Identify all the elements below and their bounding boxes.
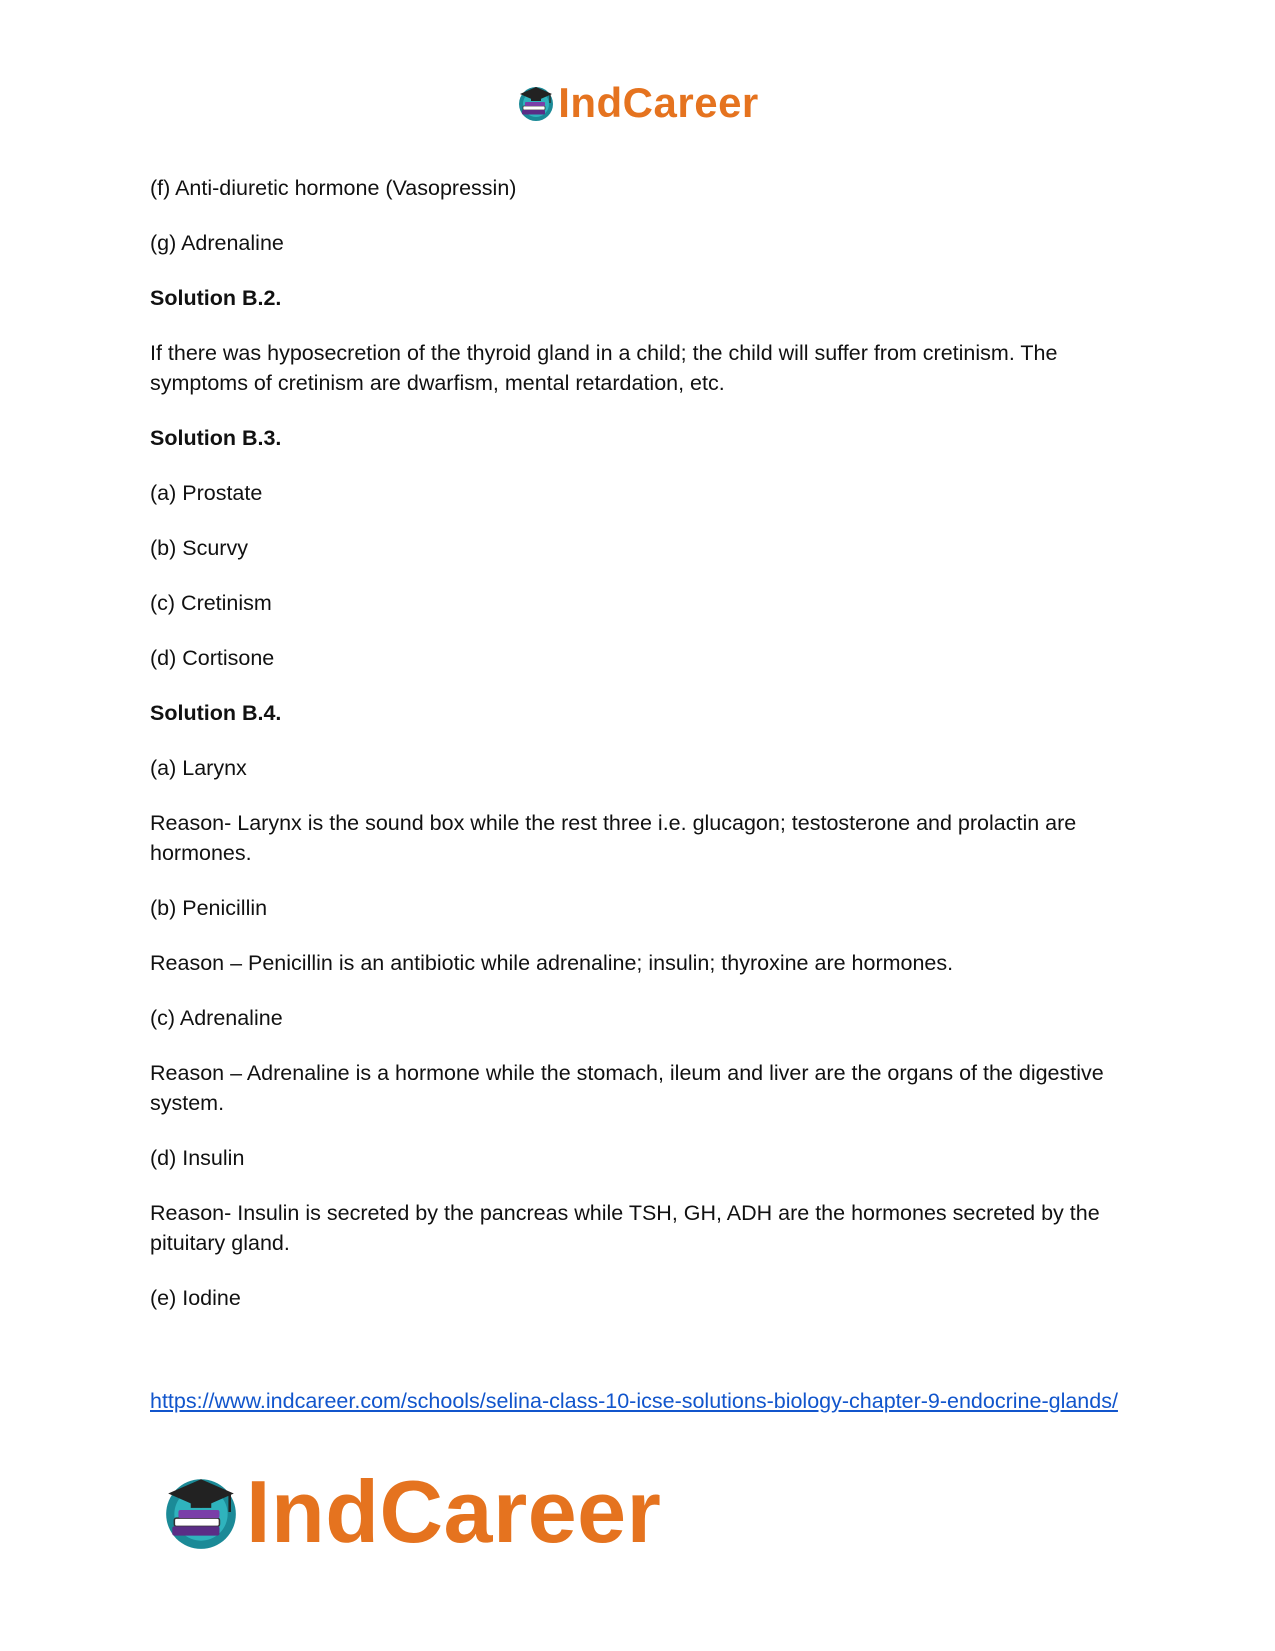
paragraph: If there was hyposecretion of the thyroid gland in a child; the child will suffer from cretinism. The symptoms of cretinism are dwarfism, mental retardation, etc.: [150, 341, 1058, 395]
graduation-cap-books-icon: [516, 83, 556, 123]
section-heading: Solution B.3.: [150, 426, 282, 450]
logo: [516, 79, 759, 126]
paragraph: Reason- Larynx is the sound box while the rest three i.e. glucagon; testosterone and prolactin are hormones.: [150, 811, 1077, 865]
paragraph: (a) Larynx: [150, 756, 247, 780]
header-logo: [0, 78, 1275, 128]
paragraph: (d) Cortisone: [150, 646, 275, 670]
document-body: [150, 173, 1130, 1338]
source-link[interactable]: https://www.indcareer.com/schools/selina-class-10-icse-solutions-biology-chapter-9-endocrine-glands/: [150, 1389, 1118, 1413]
paragraph: (a) Prostate: [150, 481, 263, 505]
paragraph: (c) Adrenaline: [150, 1006, 283, 1030]
paragraph: Reason – Adrenaline is a hormone while the stomach, ileum and liver are the organs of the digestive system.: [150, 1061, 1104, 1115]
paragraph: (b) Penicillin: [150, 896, 268, 920]
logo-text: IndCareer: [558, 79, 759, 126]
paragraph: (g) Adrenaline: [150, 231, 284, 255]
section-heading: Solution B.4.: [150, 701, 282, 725]
paragraph: (e) Iodine: [150, 1286, 241, 1310]
paragraph: (c) Cretinism: [150, 591, 272, 615]
paragraph: (f) Anti-diuretic hormone (Vasopressin): [150, 176, 517, 200]
paragraph: (b) Scurvy: [150, 536, 248, 560]
paragraph: Reason- Insulin is secreted by the pancreas while TSH, GH, ADH are the hormones secreted by the pituitary gland.: [150, 1201, 1100, 1255]
section-heading: Solution B.2.: [150, 286, 282, 310]
paragraph: (d) Insulin: [150, 1146, 245, 1170]
footer-logo: [160, 1462, 661, 1562]
paragraph: Reason – Penicillin is an antibiotic while adrenaline; insulin; thyroxine are hormones.: [150, 951, 954, 975]
logo-text: IndCareer: [246, 1462, 662, 1561]
source-link-block: [150, 1384, 1140, 1419]
graduation-cap-books-icon: [160, 1471, 242, 1553]
